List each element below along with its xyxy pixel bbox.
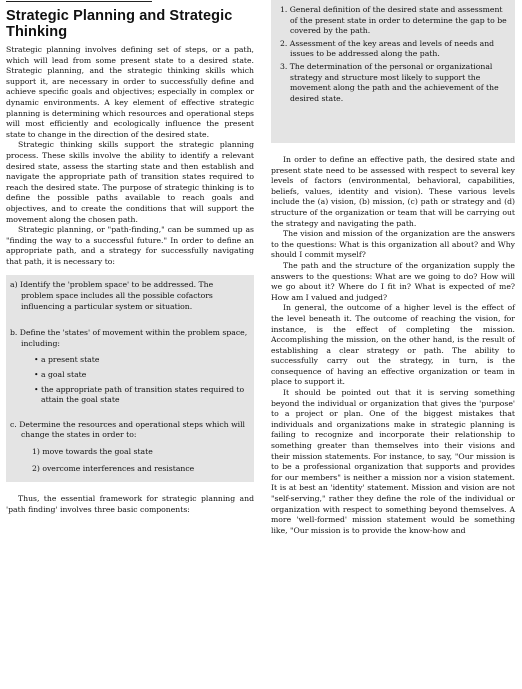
sub-step: 2) overcome interferences and resistance bbox=[32, 463, 195, 473]
paragraph: Strategic thinking skills support the strategic planning process. These skills involve the ability to identify a relevant desired state, assess the starting state and then establish and navigate the appropriate path of transition states required to reach the desired state. The purpose of strategic thinking is to define the possible paths available to reach goals and objectives, and to create the conditions that will support the movement along the chosen path. bbox=[6, 140, 254, 224]
paragraph: In general, the outcome of a higher level is the effect of the level beneath it. The outcome of reaching the vision, for instance, is the effect of completing the mission. Accomplishing the mission, on the other hand, is the result of establishing a clear strategy or path. The ability to successfully carry out the strategy, in turn, is the consequence of having an effective organization or team in place to support it. bbox=[271, 303, 515, 387]
right-column bbox=[271, 0, 515, 536]
step-b: b. Define the 'states' of movement within the problem space, including: bbox=[10, 328, 248, 348]
bullet-item: • the appropriate path of transition states required to attain the goal state bbox=[34, 384, 245, 405]
component-item: 2. Assessment of the key areas and levels of needs and issues to be addressed along the path. bbox=[280, 38, 495, 59]
section-heading: Strategic Planning and Strategic Thinking bbox=[6, 8, 233, 40]
paragraph: The vision and mission of the organization are the answers to the questions: What is this organization all about? and Why should I commit myself? bbox=[271, 229, 515, 260]
step-c: c. Determine the resources and operational steps which will change the states in order to: bbox=[10, 419, 246, 440]
bullet-item: • a present state bbox=[34, 355, 100, 365]
header-rule bbox=[6, 1, 152, 2]
paragraph: In order to define an effective path, the desired state and present state need to be assessed with respect to several key levels of factors (environmental, behavioral, capabilities, beliefs, values, identity and vision). These various levels include the (a) vision, (b) mission, (c) path or strategy and (d) structure of the organization or team that will be carrying out the strategy and navigating the path. bbox=[271, 155, 515, 228]
paragraph: The path and the structure of the organization supply the answers to the questions: What are we going to do? How will we go about it? Where do I fit in? What is expected of me? How am I valued and judged? bbox=[271, 260, 515, 302]
step-a: a) Identify the 'problem space' to be addressed. The problem space includes all the possible cofactors influencing a particular system or situation. bbox=[10, 280, 214, 311]
components-box bbox=[271, 0, 515, 143]
left-column bbox=[6, 8, 254, 515]
component-item: 1. General definition of the desired state and assessment of the present state in order to determine the gap to be covered by the path. bbox=[280, 5, 507, 36]
paragraph: Strategic planning involves defining set of steps, or a path, which will lead from some present state to a desired state. Strategic planning, and the strategic thinking skills which support it, are necessary in order to successfully define and achieve specific goals and objectives; especially in complex or dynamic environments. A key element of effective strategic planning is determining which resources and operational steps will most efficiently and ecologically influence the present state to change in the direction of the desired state. bbox=[6, 45, 254, 139]
paragraph: It should be pointed out that it is serving something beyond the individual or organization that gives the 'purpose' to a project or plan. One of the biggest mistakes that individuals and organizations make in strategic planning is failing to recognize and incorporate their relationship to something greater than themselves into their visions and their mission statements. For instance, to say, "Our mission is to be a professional organization that supports and provides for our members" is neither a mission nor a vision statement. It is at best an 'identity' statement. Mission and vision are not "self-serving," rather they define the role of the individual or organization with respect to something beyond themselves. A more 'well-formed' mission statement would be something like, "Our mission is to provide the know-how and bbox=[271, 388, 515, 535]
steps-box bbox=[6, 275, 254, 482]
paragraph: Strategic planning, or "path-finding," can be summed up as "finding the way to a successful future." In order to define an appropriate path, and a strategy for successfully navigating that path, it is necessary to: bbox=[6, 225, 254, 266]
component-item: 3. The determination of the personal or organizational strategy and structure most likely to support the movement along the path and the achievement of the desired state. bbox=[280, 61, 499, 103]
paragraph: Thus, the essential framework for strategic planning and 'path finding' involves three basic components: bbox=[6, 494, 254, 514]
bullet-item: • a goal state bbox=[34, 370, 87, 380]
sub-step: 1) move towards the goal state bbox=[32, 447, 153, 456]
